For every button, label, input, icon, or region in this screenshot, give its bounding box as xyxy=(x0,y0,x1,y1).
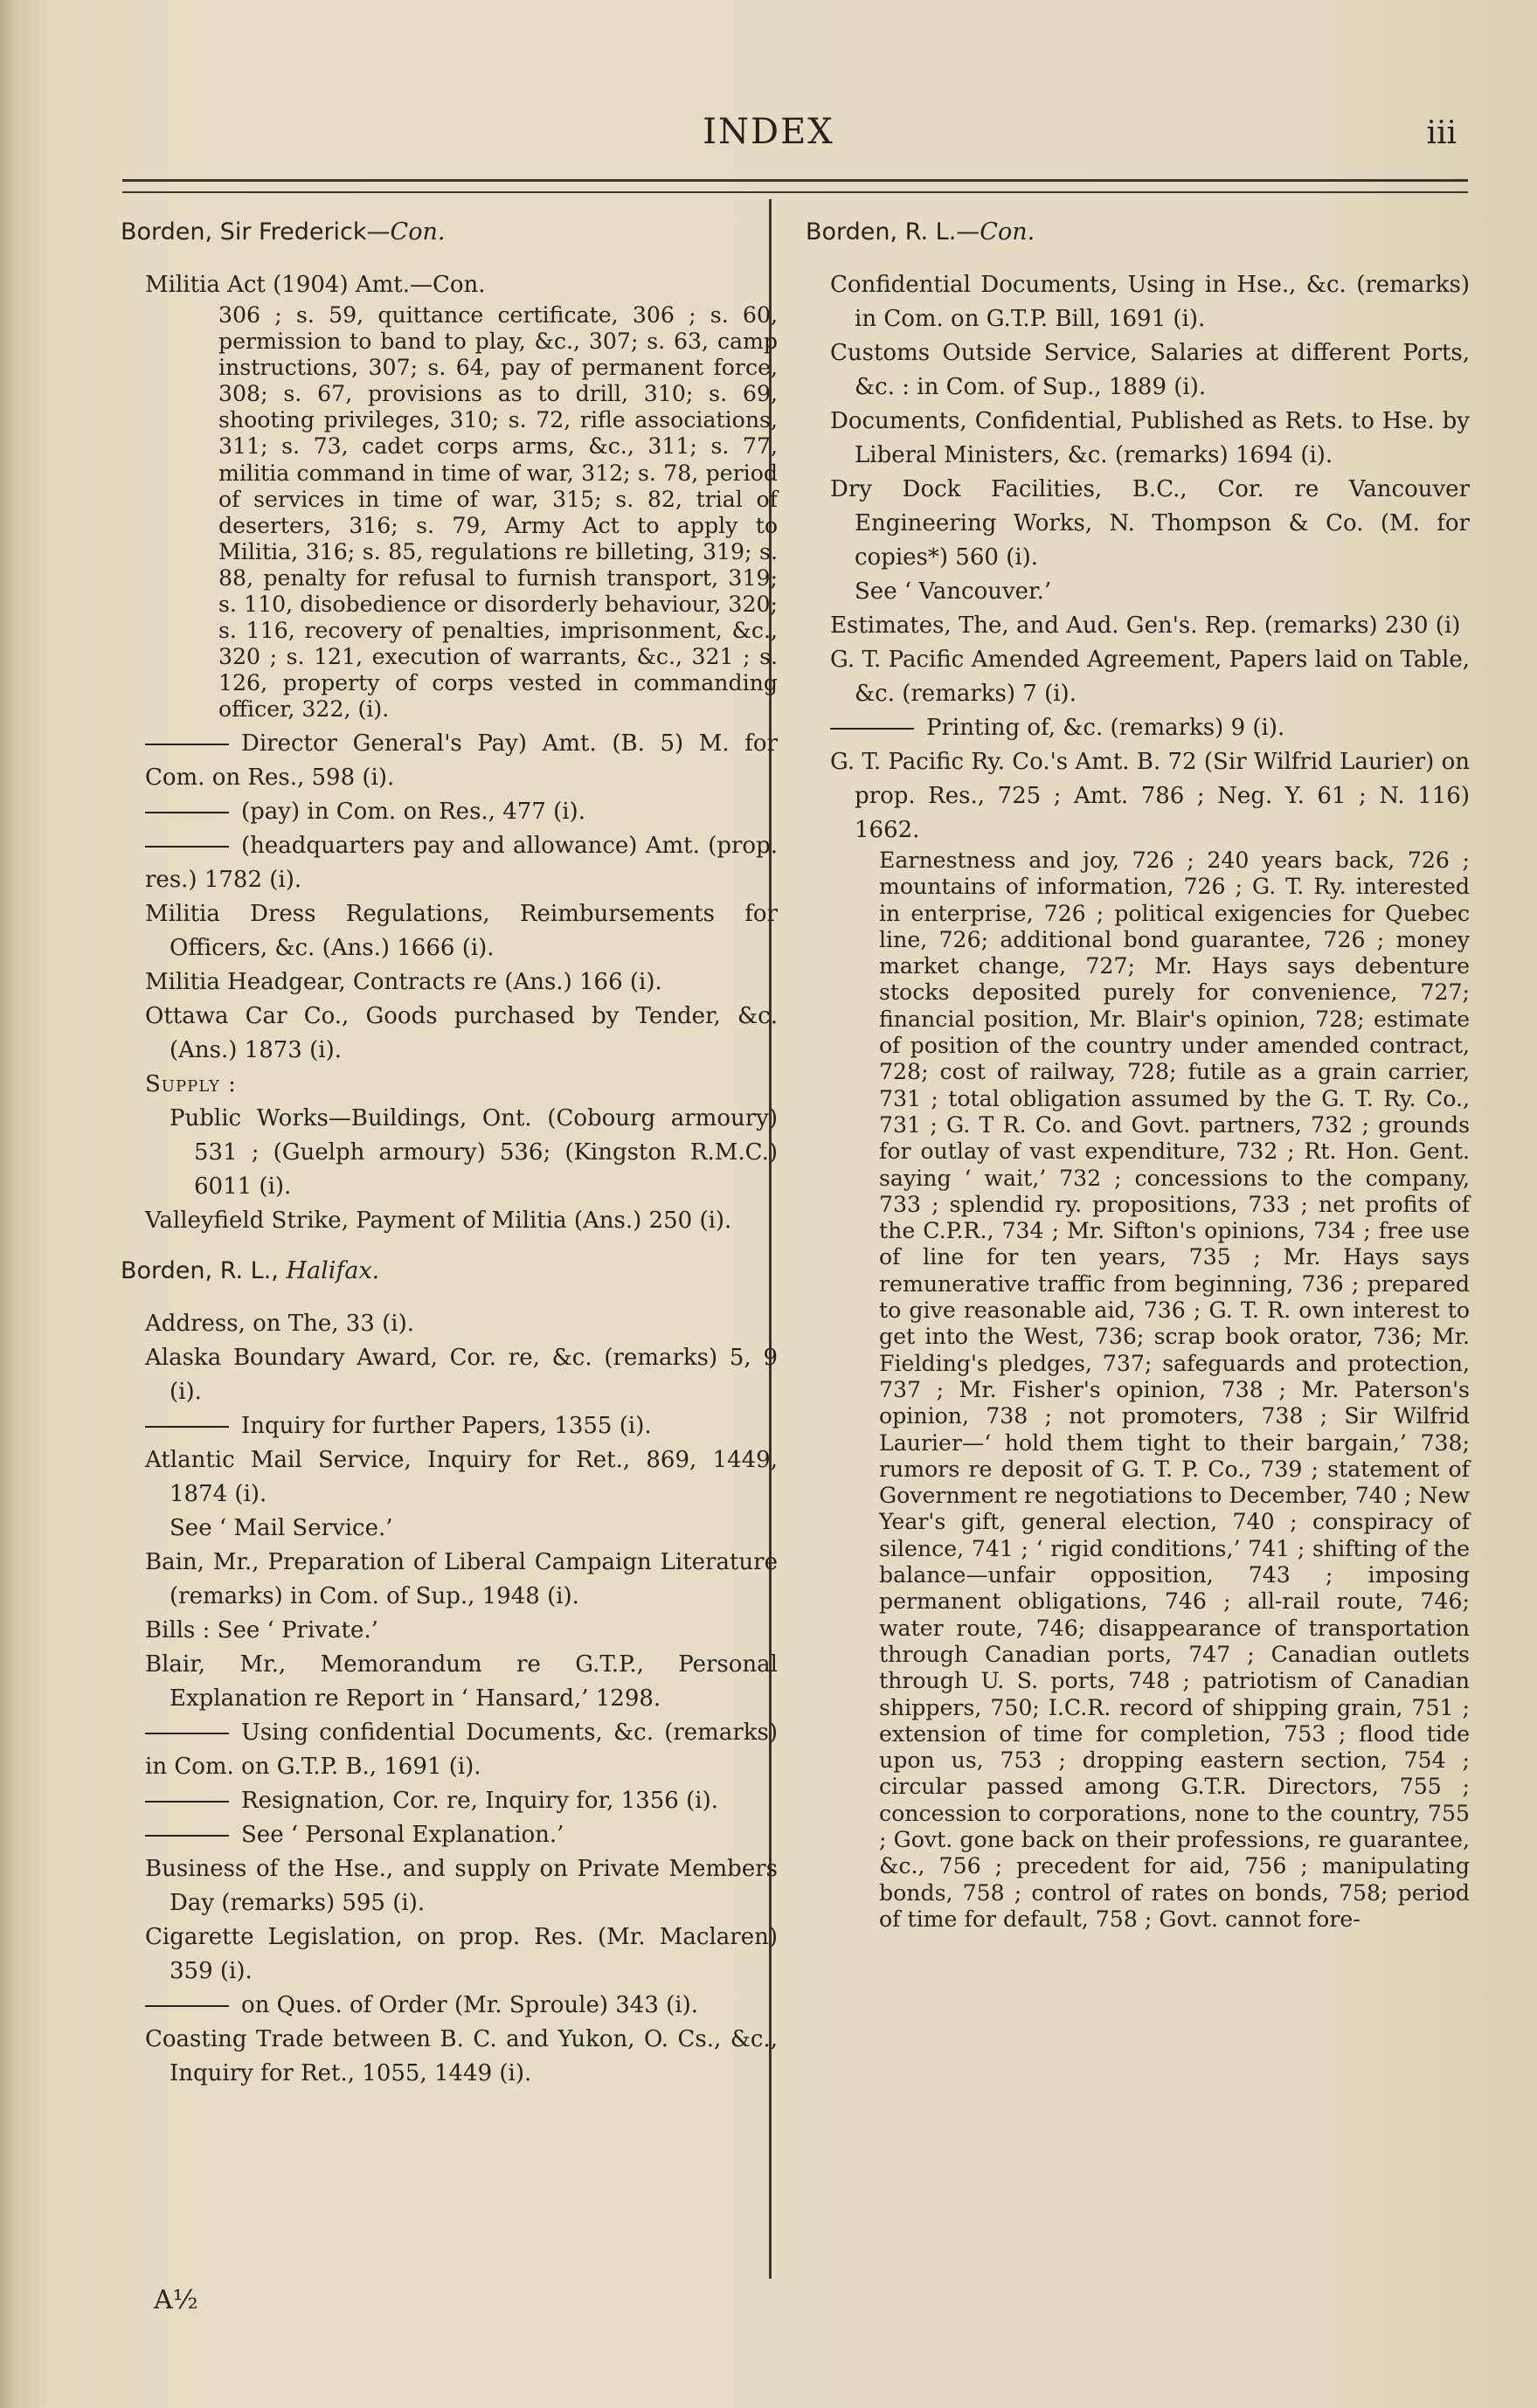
index-entry: Cigarette Legislation, on prop. Res. (Mr. Maclaren) 359 (i). xyxy=(145,1923,778,1984)
index-subentry-text: Earnestness and joy, 726 ; 240 years back, 726 ; mountains of information, 726 ; G. T. Ry. interested in enterprise, 726 ; political exigencies for Quebec line, 726; additional bond guarantee, 726 ; money market change, 727; Mr. Hays says debenture stocks deposited purely for convenience, 727; financial position, Mr. Blair's opinion, 728; estimate of position of the country under amended contract, 728; cost of railway, 728; futile as a grain carrier, 731 ; total obligation assumed by the G. T. Ry. Co., 731 ; G. T R. Co. and Govt. partners, 732 ; grounds for outlay of vast expenditure, 732 ; Rt. Hon. Gent. saying ‘ wait,’ 732 ; concessions to the company, 733 ; splendid ry. propositions, 733 ; net profits of the C.P.R., 734 ; Mr. Sifton's opinions, 734 ; free use of line for ten years, 735 ; Mr. Hays says remunerative traffic from beginning, 736 ; prepared to give reasonable aid, 736 ; G. T. R. own interest to get into the West, 736; scrap book orator, 736; Mr. Fielding's pledges, 737; safeguards and protection, 737 ; Mr. Fisher's opinion, 738 ; Mr. Paterson's opinion, 738 ; not promoters, 738 ; Sir Wilfrid Laurier—‘ hold them tight to their bargain,’ 738; rumors re deposit of G. T. P. Co., 739 ; statement of Government re negotiations to December, 740 ; New Year's gift, general election, 740 ; conspiracy of silence, 741 ; ‘ rigid conditions,’ 741 ; shifting of the balance—unfair opposition, 743 ; imposing permanent obligations, 746 ; all-rail route, 746; water route, 746; disappearance of transportation through Canadian ports, 747 ; Canadian outlets through U. S. ports, 748 ; patriotism of Canadian shippers, 750; I.C.R. record of shipping grain, 751 ; extension of time for completion, 753 ; flood tide upon us, 753 ; dropping eastern section, 754 ; circular passed among G.T.R. Directors, 755 ; concession to corporations, none to the country, 755 ; Govt. gone back on their professions, re guarantee, &c., 756 ; precedent for aid, 756 ; manipulating bonds, 758 ; control of rates on bonds, 758; period of time for default, 758 ; Govt. cannot fore- xyxy=(879,848,1470,1932)
index-subentry-text: 306 ; s. 59, quittance certificate, 306 ; s. 60, permission to band to play, &c., 307; s. 63, camp instructions, 307; s. 64, pay of permanent force, 308; s. 67, provisions as to drill, 310; s. 69, shooting privileges, 310; s. 72, rifle associations, 311; s. 73, cadet corps arms, &c., 311; s. 77, militia command in time of war, 312; s. 78, period of services in time of war, 315; s. 82, trial of deserters, 316; s. 79, Army Act to apply to Militia, 316; s. 85, regulations re billeting, 319; s. 88, penalty for refusal to furnish transport, 319; s. 110, disobedience or disorderly behaviour, 320; s. 116, recovery of penalties, imprisonment, &c., 320 ; s. 121, execution of warrants, &c., 321 ; s. 126, property of corps vested in commanding officer, 322, (i). xyxy=(218,302,778,723)
index-entry: Militia Dress Regulations, Reimbursements for Officers, &c. (Ans.) 1666 (i). xyxy=(145,900,778,961)
ditto-dash xyxy=(145,1733,229,1734)
index-entry: Inquiry for further Papers, 1355 (i). xyxy=(121,1409,778,1443)
index-entry: Public Works—Buildings, Ont. (Cobourg armoury) 531 ; (Guelph armoury) 536; (Kingston R.M.C.) 6011 (i). xyxy=(170,1104,778,1200)
index-heading: Borden, R. L., Halifax. xyxy=(121,1256,380,1284)
header-rule xyxy=(122,179,1468,182)
left-column xyxy=(121,218,778,2091)
index-entry: Coasting Trade between B. C. and Yukon, O. Cs., &c., Inquiry for Ret., 1055, 1449 (i). xyxy=(145,2025,778,2086)
index-entry: Atlantic Mail Service, Inquiry for Ret., 869, 1449, 1874 (i). xyxy=(145,1446,778,1507)
index-entry: Alaska Boundary Award, Cor. re, &c. (remarks) 5, 9 (i). xyxy=(145,1344,778,1405)
see-reference: See ‘ Mail Service.’ xyxy=(170,1514,393,1541)
page-title: INDEX xyxy=(703,112,834,152)
index-entry: Dry Dock Facilities, B.C., Cor. re Vancouver Engineering Works, N. Thompson & Co. (M. for copies*) 560 (i). xyxy=(830,476,1470,571)
page-number: iii xyxy=(1426,115,1457,151)
index-entry: Director General's Pay) Amt. (B. 5) M. for Com. on Res., 598 (i). xyxy=(145,730,778,791)
index-entry: Ottawa Car Co., Goods purchased by Tender, &c. (Ans.) 1873 (i). xyxy=(145,1002,778,1063)
ditto-dash xyxy=(145,846,229,848)
ditto-dash xyxy=(145,812,229,813)
ditto-dash xyxy=(145,1426,229,1428)
index-entry: Business of the Hse., and supply on Private Members Day (remarks) 595 (i). xyxy=(145,1855,778,1916)
ditto-dash xyxy=(145,1801,229,1803)
signature-mark: A½ xyxy=(154,2285,198,2315)
index-entry: Confidential Documents, Using in Hse., &c. (remarks) in Com. on G.T.P. Bill, 1691 (i). xyxy=(830,272,1470,332)
index-entry: (headquarters pay and allowance) Amt. (prop. res.) 1782 (i). xyxy=(145,832,778,893)
index-entry: Printing of, &c. (remarks) 9 (i). xyxy=(806,711,1470,745)
index-entry: G. T. Pacific Ry. Co.'s Amt. B. 72 (Sir Wilfrid Laurier) on prop. Res., 725 ; Amt. 786 ; Neg. Y. 61 ; N. 116) 1662. xyxy=(830,749,1470,843)
index-entry: Militia Headgear, Contracts re (Ans.) 166 (i). xyxy=(145,968,662,995)
index-entry: Customs Outside Service, Salaries at different Ports, &c. : in Com. of Sup., 1889 (i). xyxy=(830,340,1470,400)
index-heading: Borden, Sir Frederick—Con. xyxy=(121,218,446,246)
index-heading: Borden, R. L.—Con. xyxy=(806,218,1035,246)
index-entry: Bills : See ‘ Private.’ xyxy=(145,1616,378,1643)
index-entry: Bain, Mr., Preparation of Liberal Campaign Literature (remarks) in Com. of Sup., 1948 (i). xyxy=(145,1548,778,1609)
index-entry: Valleyfield Strike, Payment of Militia (Ans.) 250 (i). xyxy=(145,1207,732,1234)
ditto-dash xyxy=(830,728,914,730)
index-entry: Documents, Confidential, Published as Rets. to Hse. by Liberal Ministers, &c. (remarks) 1694 (i). xyxy=(830,408,1470,468)
ditto-dash xyxy=(145,2005,229,2007)
supply-label: Supply : xyxy=(145,1070,237,1097)
index-entry: Blair, Mr., Memorandum re G.T.P., Personal Explanation re Report in ‘ Hansard,’ 1298. xyxy=(145,1650,778,1712)
header-rule-thin xyxy=(122,191,1468,193)
index-entry: Militia Act (1904) Amt.—Con. xyxy=(145,272,486,298)
index-entry: G. T. Pacific Amended Agreement, Papers laid on Table, &c. (remarks) 7 (i). xyxy=(830,647,1470,707)
index-entry: Using confidential Documents, &c. (remarks) in Com. on G.T.P. B., 1691 (i). xyxy=(145,1719,778,1780)
index-entry: on Ques. of Order (Mr. Sproule) 343 (i). xyxy=(121,1989,778,2023)
index-entry: Resignation, Cor. re, Inquiry for, 1356 (i). xyxy=(121,1784,778,1818)
see-reference: See ‘ Vancouver.’ xyxy=(855,578,1052,605)
ditto-dash xyxy=(145,1835,229,1837)
right-column xyxy=(806,218,1470,1936)
ditto-dash xyxy=(145,744,229,745)
index-entry: See ‘ Personal Explanation.’ xyxy=(121,1818,778,1852)
index-entry: Estimates, The, and Aud. Gen's. Rep. (remarks) 230 (i) xyxy=(830,612,1461,639)
index-entry: Address, on The, 33 (i). xyxy=(145,1310,414,1337)
index-entry: (pay) in Com. on Res., 477 (i). xyxy=(121,795,778,829)
